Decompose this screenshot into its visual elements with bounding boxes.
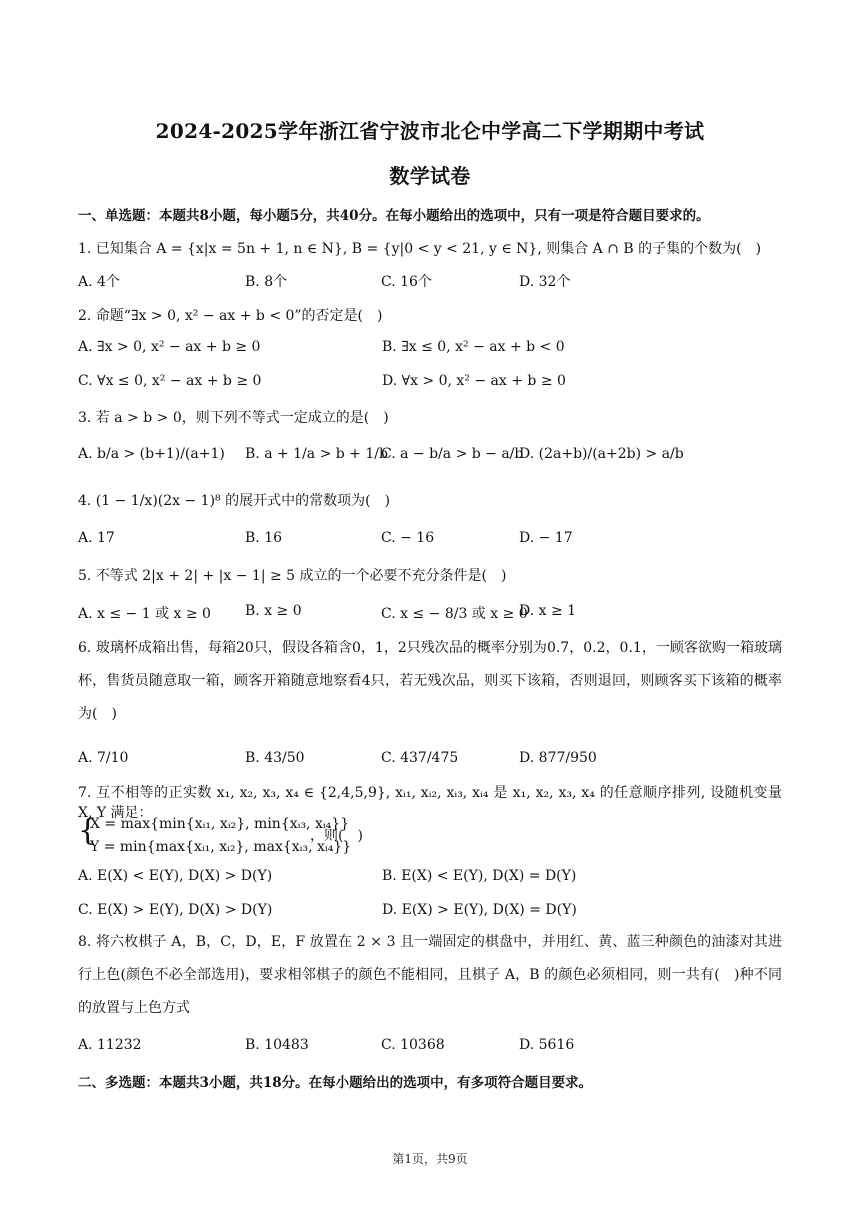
page-footer: 第1页，共9页 (392, 1152, 468, 1166)
question-3-option-d: D. (2a+b)/(a+2b) > a/b (519, 446, 684, 462)
question-2-option-c: C. ∀x ≤ 0, x² − ax + b ≥ 0 (78, 373, 262, 389)
question-1-option-c: C. 16个 (381, 274, 432, 290)
question-5-option-a: A. x ≤ − 1 或 x ≥ 0 (78, 606, 211, 622)
question-6-options (78, 750, 782, 772)
question-2-option-b: B. ∃x ≤ 0, x² − ax + b < 0 (382, 339, 565, 355)
question-1-option-a: A. 4个 (78, 274, 120, 290)
question-7-option-c: C. E(X) > E(Y), D(X) > D(Y) (78, 902, 273, 918)
exam-subtitle: 数学试卷 (389, 164, 471, 188)
question-1-options (78, 271, 782, 293)
question-5-option-d: D. x ≥ 1 (519, 603, 577, 619)
question-3-option-a: A. b/a > (b+1)/(a+1) (78, 446, 225, 462)
question-7-options-row-1 (78, 868, 782, 890)
question-6-option-c: C. 437/475 (381, 750, 459, 766)
question-2-option-a: A. ∃x > 0, x² − ax + b ≥ 0 (78, 339, 261, 355)
question-2-option-d: D. ∀x > 0, x² − ax + b ≥ 0 (382, 373, 566, 389)
question-1-option-d: D. 32个 (519, 274, 571, 290)
question-7-options-row-2 (78, 902, 782, 924)
section-single-choice-header: 一、单选题：本题共8小题，每小题5分，共40分。在每小题给出的选项中，只有一项是符合题目要求的。 (78, 208, 710, 224)
question-7-y-definition: Y = min{max{xᵢ₁, xᵢ₂}, max{xᵢ₃, xᵢ₄}} (90, 839, 352, 855)
question-7-tail: ，则( ) (310, 828, 363, 844)
question-7-option-a: A. E(X) < E(Y), D(X) > D(Y) (78, 868, 273, 884)
question-8-option-c: C. 10368 (381, 1037, 445, 1053)
question-2-options-row-1 (78, 339, 782, 361)
question-6-stem: 6. 玻璃杯成箱出售，每箱20只，假设各箱含0，1，2只残次品的概率分别为0.7，0.2，0.1，一顾客欲购一箱玻璃杯，售货员随意取一箱，顾客开箱随意地察看4只，若无残次品，则买下该箱，否则退回，则顾客买下该箱的概率为( ) (78, 640, 782, 722)
question-4-stem: 4. (1 − 1/x)(2x − 1)⁸ 的展开式中的常数项为( ) (78, 493, 391, 509)
left-brace-icon: { (78, 813, 98, 848)
question-8-option-b: B. 10483 (245, 1037, 309, 1053)
question-5-option-b: B. x ≥ 0 (245, 603, 302, 619)
question-5-option-c: C. x ≤ − 8/3 或 x ≥ 0 (381, 606, 528, 622)
question-8-option-d: D. 5616 (519, 1037, 575, 1053)
question-8-options (78, 1037, 782, 1059)
exam-title: 2024-2025学年浙江省宁波市北仑中学高二下学期期中考试 (155, 119, 705, 143)
question-8-option-a: A. 11232 (78, 1037, 142, 1053)
question-8-stem: 8. 将六枚棋子 A，B，C，D，E，F 放置在 2 × 3 且一端固定的棋盘中，并用红、黄、蓝三种颜色的油漆对其进行上色(颜色不必全部选用)，要求相邻棋子的颜色不能相同，且棋子 A，B 的颜色必须相同，则一共有( )种不同的放置与上色方式 (78, 934, 782, 1016)
question-7-option-b: B. E(X) < E(Y), D(X) = D(Y) (382, 868, 577, 884)
question-5-options (78, 603, 782, 625)
question-3-stem: 3. 若 a > b > 0，则下列不等式一定成立的是( ) (78, 410, 389, 426)
question-1-stem: 1. 已知集合 A = {x|x = 5n + 1, n ∈ N}, B = {y|0 < y < 21, y ∈ N}, 则集合 A ∩ B 的子集的个数为( ) (78, 241, 762, 257)
question-7-x-definition: X = max{min{xᵢ₁, xᵢ₂}, min{xᵢ₃, xᵢ₄}} (90, 816, 350, 832)
question-3-option-c: C. a − b/a > b − a/b (381, 446, 524, 462)
question-2-options-row-2 (78, 373, 782, 395)
question-3-option-b: B. a + 1/a > b + 1/b (245, 446, 388, 462)
question-7-stem: 7. 互不相等的正实数 x₁, x₂, x₃, x₄ ∈ {2,4,5,9}, xᵢ₁, xᵢ₂, xᵢ₃, xᵢ₄ 是 x₁, x₂, x₃, x₄ 的任意顺序排列, 设随机变量 X, Y 满足： (78, 785, 782, 821)
question-6-option-b: B. 43/50 (245, 750, 305, 766)
question-4-option-a: A. 17 (78, 530, 115, 546)
question-4-options (78, 530, 782, 552)
question-5-stem: 5. 不等式 2|x + 2| + |x − 1| ≥ 5 成立的一个必要不充分条件是( ) (78, 568, 507, 584)
question-7-option-d: D. E(X) > E(Y), D(X) = D(Y) (382, 902, 577, 918)
question-1-option-b: B. 8个 (245, 274, 288, 290)
question-4-option-b: B. 16 (245, 530, 283, 546)
question-4-option-d: D. − 17 (519, 530, 573, 546)
question-2-stem: 2. 命题“∃x > 0, x² − ax + b < 0”的否定是( ) (78, 308, 383, 324)
section-multiple-choice-header: 二、多选题：本题共3小题，共18分。在每小题给出的选项中，有多项符合题目要求。 (78, 1075, 593, 1091)
question-6-option-a: A. 7/10 (78, 750, 129, 766)
question-3-options (78, 446, 782, 468)
question-4-option-c: C. − 16 (381, 530, 435, 546)
question-6-option-d: D. 877/950 (519, 750, 597, 766)
